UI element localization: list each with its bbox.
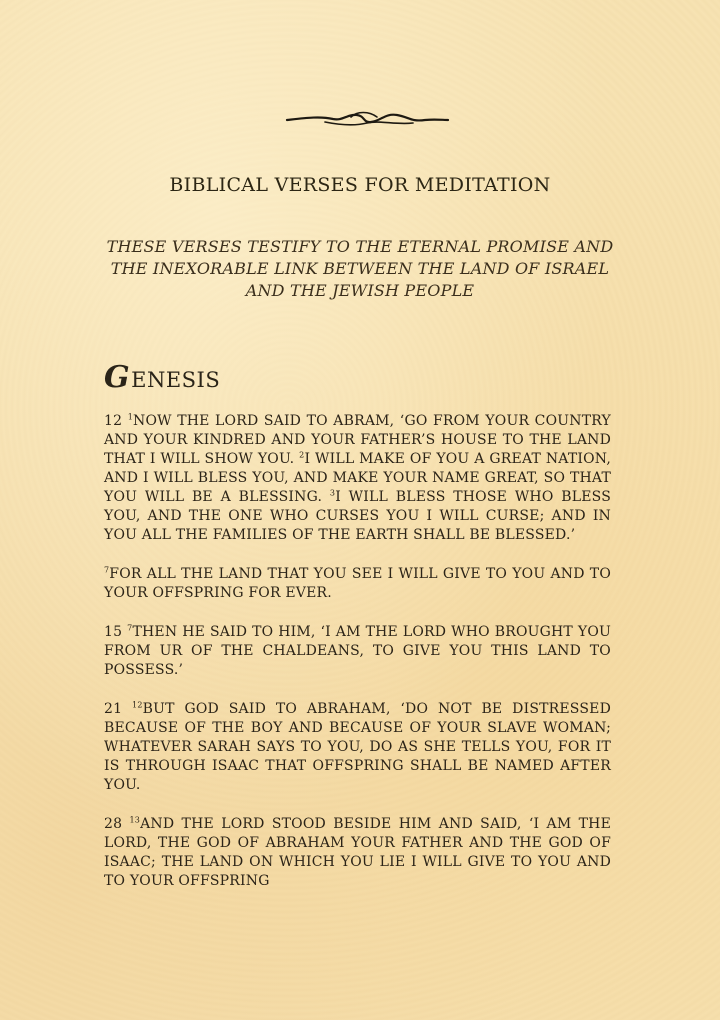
verse-number: 7 [127,623,133,633]
verse-paragraph [104,412,611,545]
verse-text: I WILL MAKE OF YOU A GREAT NATION, AND I WILL BLESS YOU, AND MAKE YOUR NAME GREAT, SO THAT YOU WILL BE A BLESSING. [104,451,611,505]
flourish-ornament-icon [285,108,450,130]
verse-text: NOW THE LORD SAID TO ABRAM, ‘GO FROM YOUR COUNTRY AND YOUR KINDRED AND YOUR FATHER’S HOUSE TO THE LAND THAT I WILL SHOW YOU. [104,413,611,467]
chapter-number: 15 [104,624,123,640]
verse-number: 13 [129,815,141,825]
verse-paragraph [104,815,611,891]
verse-text: FOR ALL THE LAND THAT YOU SEE I WILL GIVE TO YOU AND TO YOUR OFFSPRING FOR EVER. [104,566,611,601]
verse-number: 2 [299,450,305,460]
section-initial: G [104,360,131,395]
verse-number: 12 [132,700,143,710]
verse-paragraph [104,700,611,795]
chapter-number: 21 [104,701,123,717]
chapter-number: 28 [104,816,123,832]
verse-paragraph [104,565,611,603]
verse-paragraph [104,623,611,680]
subtitle: THESE VERSES TESTIFY TO THE ETERNAL PROMISE AND THE INEXORABLE LINK BETWEEN THE LAND OF ISRAEL AND THE JEWISH PEOPLE [106,237,614,300]
verse-number: 3 [329,488,336,498]
verse-text: BUT GOD SAID TO ABRAHAM, ‘DO NOT BE DISTRESSED BECAUSE OF THE BOY AND BECAUSE OF YOUR SLAVE WOMAN; WHATEVER SARAH SAYS TO YOU, DO AS SHE TELLS YOU, FOR IT IS THROUGH ISAAC THAT OFFSPRING SHALL BE NAMED AFTER YOU. [104,701,611,793]
section-heading-rest: ENESIS [131,368,221,392]
verse-text: THEN HE SAID TO HIM, ‘I AM THE LORD WHO BROUGHT YOU FROM UR OF THE CHALDEANS, TO GIVE YOU THIS LAND TO POSSESS.’ [104,624,612,678]
verses-list [104,412,611,911]
verse-text: AND THE LORD STOOD BESIDE HIM AND SAID, ‘I AM THE LORD, THE GOD OF ABRAHAM YOUR FATHER AND THE GOD OF ISAAC; THE LAND ON WHICH YOU LIE I WILL GIVE TO YOU AND TO YOUR OFFSPRING [104,816,611,889]
verse-text: I WILL BLESS THOSE WHO BLESS YOU, AND THE ONE WHO CURSES YOU I WILL CURSE; AND IN YOU ALL THE FAMILIES OF THE EARTH SHALL BE BLESSED.’ [104,489,611,543]
verse-number: 7 [104,565,110,575]
page-title: BIBLICAL VERSES FOR MEDITATION [169,174,551,196]
verse-number: 1 [127,412,133,422]
chapter-number: 12 [104,413,123,429]
section-heading [104,360,220,395]
